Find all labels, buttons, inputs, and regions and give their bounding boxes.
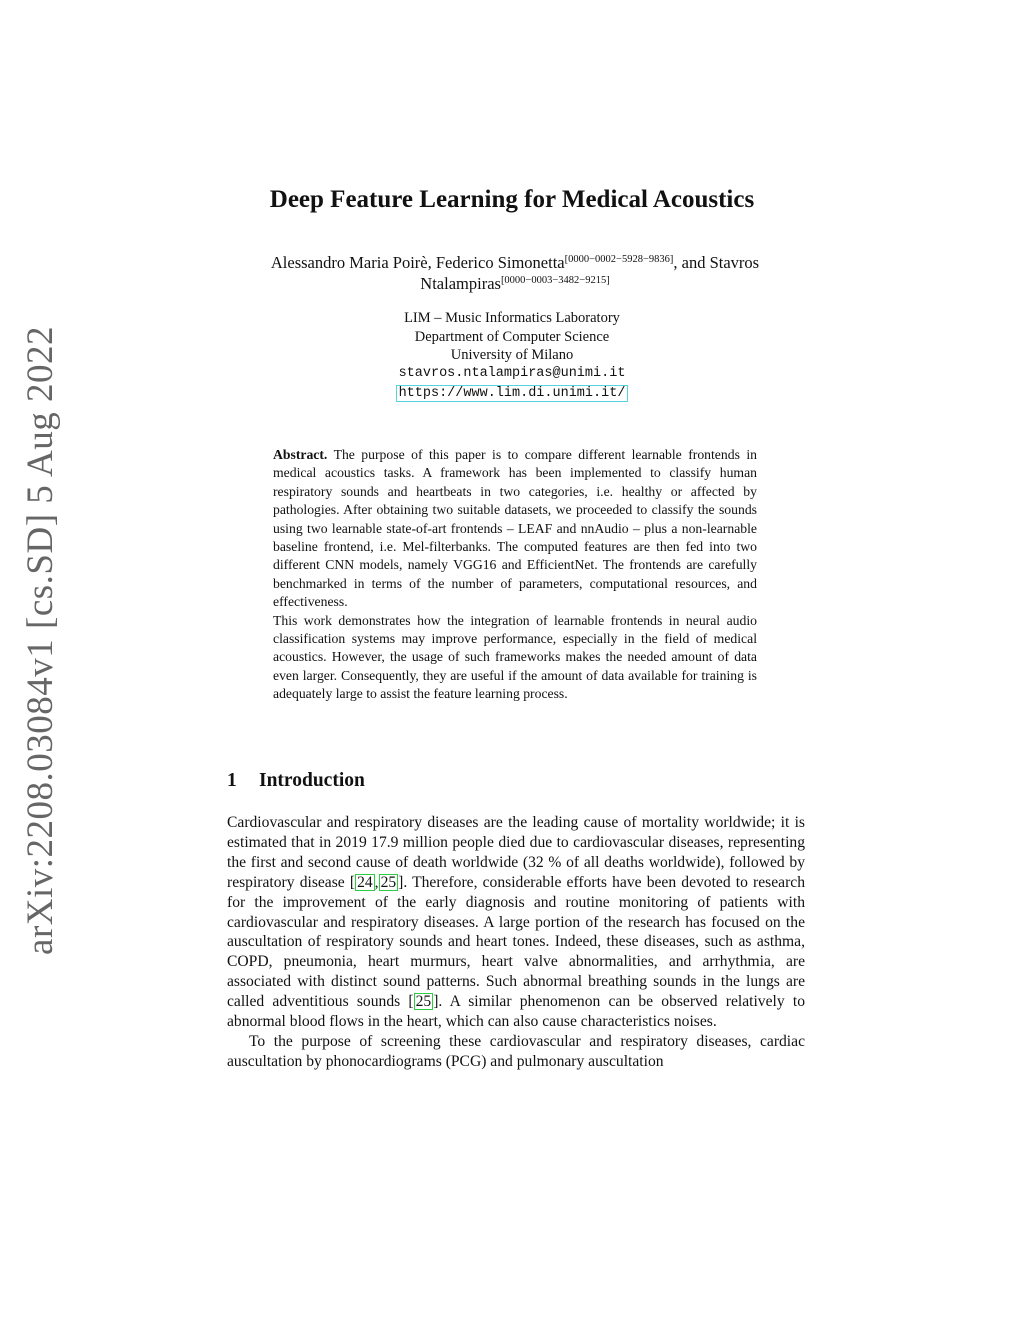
affiliation-lab: LIM – Music Informatics Laboratory (404, 310, 620, 326)
intro-text-part: ]. A similar phenomenon can be observed relatively to abnormal blood flows in the heart, which can also cause characteristics noises. (227, 993, 805, 1031)
arxiv-id-text: arXiv:2208.03084v1 [cs.SD] 5 Aug 2022 (19, 325, 61, 955)
affiliation-university: University of Milano (450, 347, 574, 363)
introduction-body (227, 813, 805, 1072)
author-names-2: Ntalampiras (420, 274, 501, 293)
intro-paragraph-1 (227, 813, 805, 1032)
intro-text-part: , (374, 873, 379, 891)
orcid-simonetta: [0000−0002−5928−9836] (564, 254, 674, 265)
section-title: Introduction (259, 770, 365, 791)
abstract-label: Abstract. (273, 447, 328, 462)
citation-link[interactable]: 24 (357, 873, 373, 891)
author-list (220, 252, 810, 294)
orcid-ntalampiras: [0000−0003−3482−9215] (500, 275, 610, 286)
citation-link[interactable]: 25 (415, 993, 432, 1011)
contact-email: stavros.ntalampiras@unimi.it (398, 365, 626, 381)
section-number: 1 (227, 770, 237, 791)
intro-paragraph-2: To the purpose of screening these cardiovascular and respiratory diseases, cardiac auscultation by phonocardiograms (PCG) and pulmonary auscultation (227, 1032, 805, 1070)
author-names-1: Alessandro Maria Poirè, Federico Simonetta (270, 253, 565, 272)
paper-title: Deep Feature Learning for Medical Acoustics (269, 186, 755, 213)
lab-url-link[interactable]: https://www.lim.di.unimi.it/ (396, 385, 629, 402)
section-heading (227, 770, 365, 792)
abstract-paragraph-1: The purpose of this paper is to compare different learnable frontends in medical acoustics tasks. A framework has been implemented to classify human respiratory sounds and heartbeats in two categories, i.e. healthy or affected by pathologies. After obtaining two suitable datasets, we proceeded to classify the sounds using two learnable state-of-art frontends – LEAF and nnAudio – plus a non-learnable baseline frontend, i.e. Mel-filterbanks. The computed features are then fed into two different CNN models, namely VGG16 and EfficientNet. The frontends are carefully benchmarked in terms of the number of parameters, computational resources, and effectiveness. (273, 447, 757, 610)
abstract-block (273, 446, 757, 704)
affiliation-block (0, 309, 1024, 402)
intro-text-part: Cardiovascular and respiratory diseases are the leading cause of mortality worldwide; it is estimated that in 2019 17.9 million people died due to cardiovascular diseases, representing the first and second cause of death worldwide (32 % of all deaths worldwide), followed by respiratory disease [ (227, 814, 805, 891)
intro-text-part: ]. Therefore, considerable efforts have been devoted to research for the improvement of the early diagnosis and routine monitoring of patients with cardiovascular and respiratory diseases. A large portion of the research has focused on the auscultation of respiratory sounds and heart tones. Indeed, these diseases, such as asthma, COPD, pneumonia, heart murmurs, heart valve abnormalities, and arrhythmia, are associated with distinct sound patterns. Such abnormal breathing sounds in the lungs are called adventitious sounds [ (227, 873, 805, 1011)
citation-link[interactable]: 25 (380, 873, 397, 891)
author-conjunction: , and Stavros (673, 253, 760, 272)
affiliation-department: Department of Computer Science (414, 328, 610, 345)
abstract-paragraph-2: This work demonstrates how the integration of learnable frontends in neural audio classification systems may improve performance, especially in the field of medical acoustics. However, the usage of such frameworks makes the needed amount of data even larger. Consequently, they are useful if the amount of data available for training is adequately large to assist the feature learning process. (273, 612, 757, 702)
